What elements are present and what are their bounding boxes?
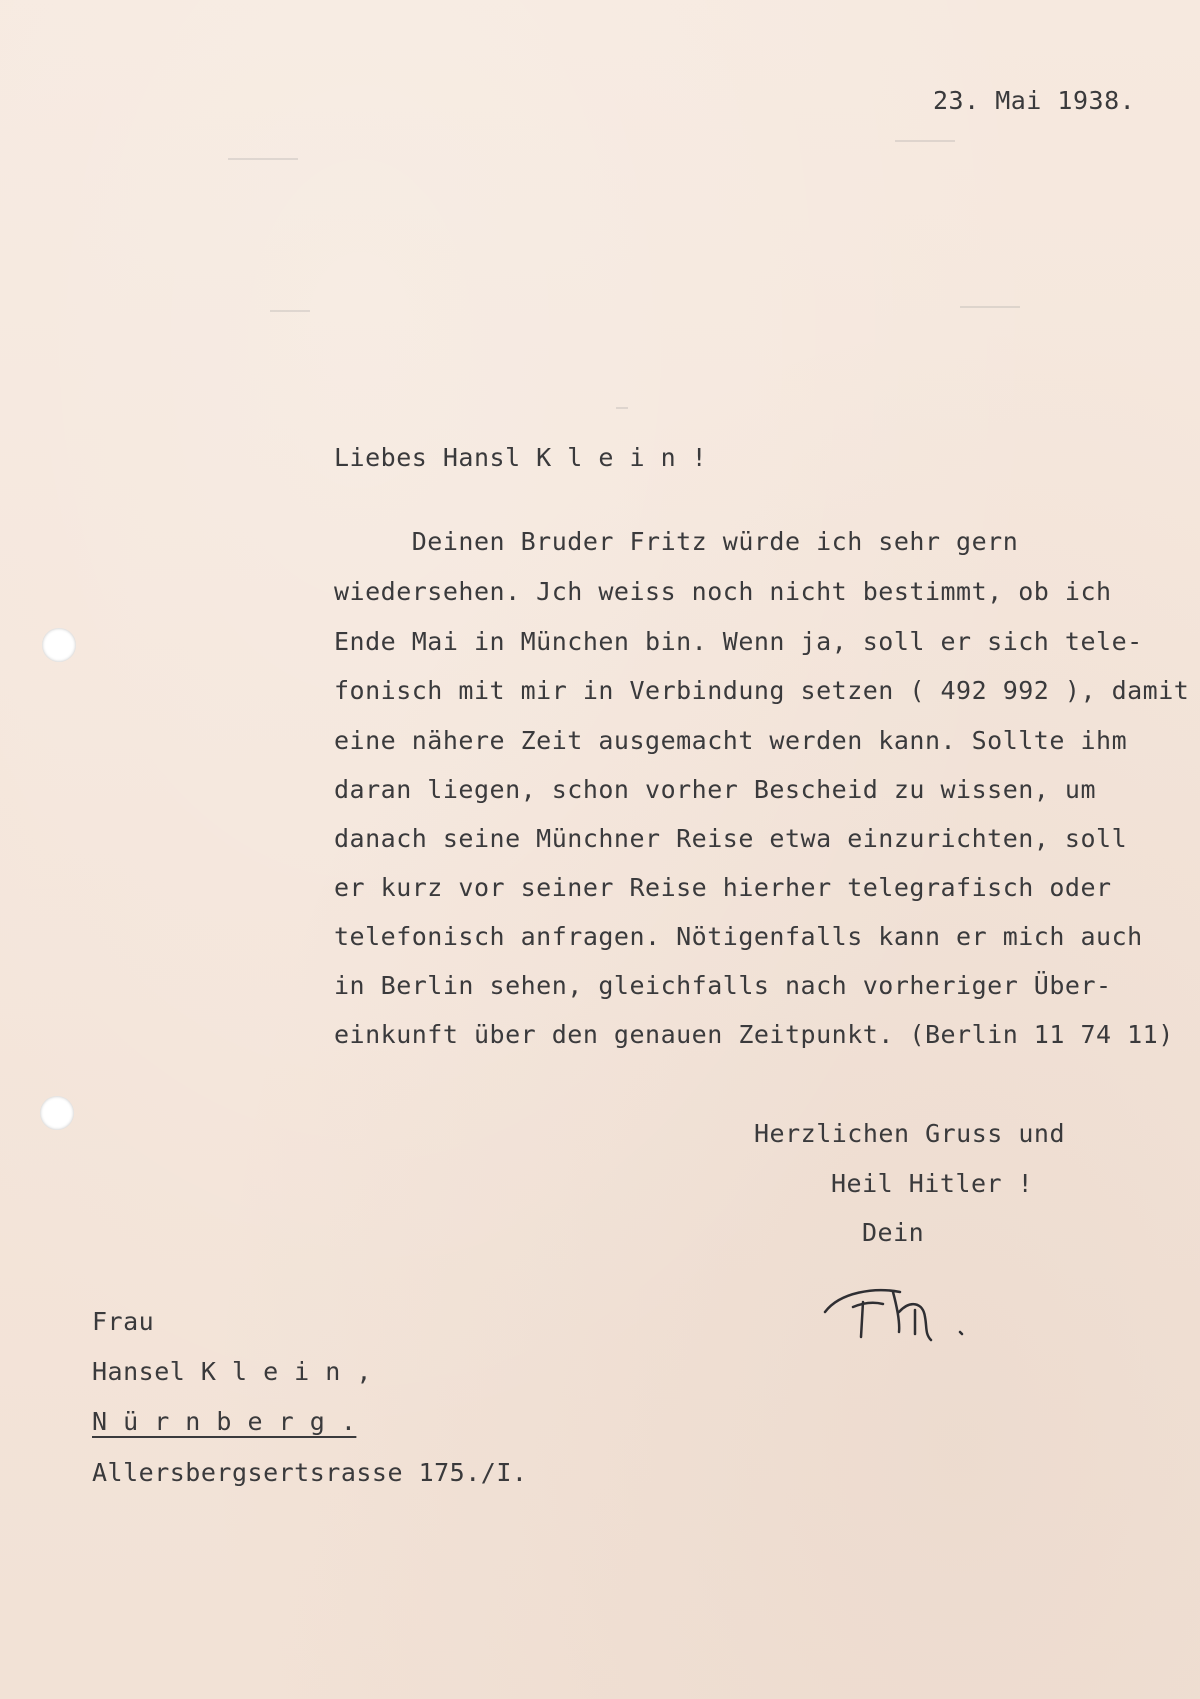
body-line: fonisch mit mir in Verbindung setzen ( 492 992 ), damit	[334, 676, 1190, 705]
faint-mark	[270, 310, 310, 312]
faint-mark	[895, 140, 955, 142]
handwritten-signature	[815, 1262, 985, 1352]
body-line: wiedersehen. Jch weiss noch nicht bestimmt, ob ich	[334, 577, 1112, 606]
letter-salutation: Liebes Hansl K l e i n !	[334, 443, 708, 472]
faint-mark	[228, 158, 298, 160]
body-line: danach seine Münchner Reise etwa einzurichten, soll	[334, 824, 1128, 853]
body-line: er kurz vor seiner Reise hierher telegrafisch oder	[334, 873, 1112, 902]
closing-line: Dein	[862, 1218, 925, 1247]
closing-line: Heil Hitler !	[831, 1169, 1034, 1198]
punch-hole-top	[42, 628, 76, 662]
closing-line: Herzlichen Gruss und	[754, 1119, 1066, 1148]
letter-date: 23. Mai 1938.	[933, 86, 1136, 115]
body-line: daran liegen, schon vorher Bescheid zu wissen, um	[334, 775, 1097, 804]
faint-mark	[616, 407, 628, 409]
faint-mark	[960, 306, 1020, 308]
body-line: Ende Mai in München bin. Wenn ja, soll er sich tele-	[334, 627, 1143, 656]
body-line: einkunft über den genauen Zeitpunkt. (Berlin 11 74 11)	[334, 1020, 1174, 1049]
punch-hole-bottom	[40, 1096, 74, 1130]
address-street: Allersbergsertsrasse 175./I.	[92, 1458, 528, 1487]
address-line: Hansel K l e i n ,	[92, 1357, 372, 1386]
address-line: Frau	[92, 1307, 155, 1336]
address-city: N ü r n b e r g .	[92, 1407, 357, 1436]
body-line: in Berlin sehen, gleichfalls nach vorheriger Über-	[334, 971, 1112, 1000]
body-line: telefonisch anfragen. Nötigenfalls kann er mich auch	[334, 922, 1143, 951]
body-line: Deinen Bruder Fritz würde ich sehr gern	[334, 527, 1019, 556]
body-line: eine nähere Zeit ausgemacht werden kann. Sollte ihm	[334, 726, 1128, 755]
